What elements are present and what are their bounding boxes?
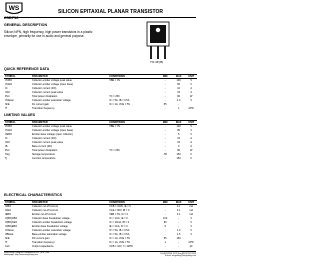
table-cell: ICBO bbox=[5, 205, 12, 209]
footer-contact: Tel:(852)2341 9276 Fax:(852)2797 8153 bbox=[160, 252, 196, 255]
table-cell: 160 bbox=[176, 237, 181, 240]
table-cell: A bbox=[190, 91, 193, 94]
table-cell: Cob bbox=[5, 245, 10, 248]
table-cell: 3 bbox=[177, 145, 180, 148]
table-cell: VCBO bbox=[5, 79, 13, 83]
table-cell: ICM bbox=[5, 91, 10, 94]
table-cell: Collector-emitter breakdown voltage bbox=[32, 221, 73, 224]
table-cell: ICEO bbox=[5, 209, 12, 212]
table-cell: VEB = 5V, IC = 0 bbox=[109, 213, 129, 216]
limiting-values-table bbox=[4, 120, 197, 161]
table-cell: VCB = 10V, f = 1MHz bbox=[109, 245, 133, 248]
electrical-characteristics-table bbox=[4, 200, 197, 249]
electrical-characteristics-heading: ELECTRICAL CHARACTERISTICS bbox=[4, 193, 63, 197]
table-cell: IB bbox=[5, 145, 8, 148]
table-cell: - bbox=[164, 83, 166, 86]
table-cell: V(BR)CBO bbox=[5, 217, 18, 220]
table-cell: A bbox=[190, 141, 193, 144]
package-drawing bbox=[131, 20, 183, 62]
table-cell: IC bbox=[5, 87, 8, 90]
column-header: SYMBOL bbox=[4, 75, 31, 79]
table-cell: V bbox=[190, 233, 193, 236]
table-cell: V bbox=[190, 99, 193, 102]
footer-address: Homepage: http://www.wingshing.com bbox=[4, 254, 38, 257]
package-label: TO-3P(I5) bbox=[150, 60, 164, 64]
table-cell: V bbox=[190, 133, 193, 136]
table-cell: 80 bbox=[177, 95, 181, 98]
table-cell: - bbox=[178, 241, 180, 244]
header-divider bbox=[4, 17, 196, 18]
table-cell: - bbox=[164, 149, 166, 152]
table-cell: VEBO bbox=[5, 133, 12, 136]
table-cell: Output capacitance bbox=[32, 245, 54, 248]
column-header: CONDITIONS bbox=[108, 201, 158, 205]
general-description-heading: GENERAL DESCRIPTION bbox=[4, 23, 48, 27]
table-cell: 55 bbox=[163, 237, 167, 240]
table-cell: - bbox=[164, 91, 166, 94]
table-cell: 100 bbox=[163, 217, 168, 220]
table-cell: - bbox=[164, 137, 166, 140]
table-cell: pF bbox=[189, 245, 193, 248]
table-cell: C bbox=[190, 153, 193, 156]
column-header: MAX bbox=[172, 121, 186, 125]
table-cell: A bbox=[190, 145, 193, 148]
table-cell: - bbox=[164, 129, 166, 132]
table-cell: VCEsat bbox=[5, 99, 14, 102]
table-cell: VCEsat bbox=[5, 229, 14, 232]
table-cell: V bbox=[190, 225, 193, 228]
table-cell: Emitter-base voltage (open collector) bbox=[32, 133, 73, 136]
table-cell: IC = 10mA, IB = 0 bbox=[109, 221, 130, 224]
table-cell: A bbox=[190, 137, 193, 140]
table-cell: VCEO bbox=[5, 83, 13, 86]
table-cell: VCE = 80V, IB = 0 bbox=[109, 209, 130, 212]
table-cell: Emitter-base breakdown voltage bbox=[32, 225, 68, 228]
table-cell: - bbox=[178, 225, 180, 228]
table-cell: - bbox=[164, 213, 166, 216]
table-cell: 0.1 bbox=[176, 205, 181, 209]
column-header: SYMBOL bbox=[4, 201, 31, 205]
table-cell: mA bbox=[189, 209, 194, 212]
table-cell: - bbox=[164, 229, 166, 232]
limiting-values-heading: LIMITING VALUES bbox=[4, 113, 36, 117]
table-cell: TC = 25C bbox=[109, 95, 120, 98]
table-cell: 100 bbox=[176, 125, 181, 129]
table-cell: Collector-emitter saturation voltage bbox=[32, 99, 71, 102]
table-cell: VBEsat bbox=[5, 233, 14, 236]
table-cell: IC = 1mA, IE = 0 bbox=[109, 217, 128, 220]
table-cell: Junction temperature bbox=[32, 157, 56, 160]
table-cell: mA bbox=[189, 205, 194, 209]
company-logo bbox=[4, 2, 24, 15]
table-cell: Total power dissipation bbox=[32, 95, 58, 98]
table-cell: Collector-emitter voltage peak value bbox=[32, 125, 72, 129]
table-cell: 15 bbox=[177, 91, 181, 94]
table-cell: Collector-emitter saturation voltage bbox=[32, 229, 71, 232]
table-cell: 5 bbox=[177, 133, 180, 136]
table-cell: 100 bbox=[176, 79, 181, 83]
footer-company: Wing Shing Computer Components Co., (H.K.) Ltd. bbox=[4, 252, 50, 254]
table-cell: V bbox=[190, 79, 193, 83]
column-header: CONDITIONS bbox=[108, 75, 158, 79]
table-cell: 10 bbox=[177, 137, 181, 140]
table-cell: - bbox=[178, 221, 180, 224]
table-cell: VBE = 0V bbox=[109, 125, 121, 129]
table-cell: VBE = 0V bbox=[109, 79, 121, 83]
table-cell: V bbox=[190, 217, 193, 220]
table-cell: Ptot bbox=[5, 149, 10, 152]
column-header: PARAMETER bbox=[31, 121, 108, 125]
table-cell: W bbox=[190, 149, 193, 152]
table-cell: Collector cut-off current bbox=[32, 205, 58, 209]
table-cell: IC bbox=[5, 137, 8, 140]
table-cell: hFE bbox=[5, 103, 10, 106]
table-cell: IC = 1A, VCE = 5V bbox=[109, 241, 131, 244]
column-header: MAX bbox=[172, 201, 186, 205]
general-description-text: Silicon NPN, high frequency, high power transistors in a plastic envelope, primarily for use in audio and general purpose. bbox=[4, 30, 93, 38]
column-header: UNIT bbox=[185, 75, 197, 79]
column-header: SYMBOL bbox=[4, 121, 31, 125]
table-cell: A bbox=[190, 87, 193, 90]
table-cell: Tstg bbox=[5, 153, 10, 156]
table-cell: Collector current peak value bbox=[32, 141, 64, 144]
table-cell: DC current gain bbox=[32, 237, 50, 240]
column-header: MAX bbox=[172, 75, 186, 79]
table-cell: 1 bbox=[164, 241, 166, 244]
table-cell: Collector current (DC) bbox=[32, 87, 57, 90]
table-cell: - bbox=[164, 205, 166, 209]
table-cell: 5 bbox=[164, 225, 166, 228]
table-cell bbox=[108, 107, 158, 111]
table-cell: - bbox=[164, 125, 166, 129]
table-cell: hFE bbox=[5, 237, 10, 240]
table-cell: V bbox=[190, 125, 193, 129]
table-cell: IEBO bbox=[5, 213, 11, 216]
table-cell: - bbox=[164, 233, 166, 236]
column-header: UNIT bbox=[185, 121, 197, 125]
table-cell: V bbox=[190, 229, 193, 232]
column-header: CONDITIONS bbox=[108, 121, 158, 125]
table-cell: IC = 5A, IB = 0.5A bbox=[109, 229, 130, 232]
table-cell: C bbox=[190, 157, 193, 160]
column-header: PARAMETER bbox=[31, 201, 108, 205]
table-cell: Collector-base breakdown voltage bbox=[32, 217, 70, 220]
table-cell: W bbox=[190, 95, 193, 98]
table-cell: IC = 5A, IB = 0.5A bbox=[109, 233, 130, 236]
table-cell: VCEO bbox=[5, 129, 13, 132]
table-cell: V bbox=[190, 221, 193, 224]
table-cell: Collector-emitter voltage (open base) bbox=[32, 129, 74, 132]
table-cell: - bbox=[178, 103, 180, 106]
table-cell: V(BR)CEO bbox=[5, 221, 18, 224]
table-cell: 55 bbox=[163, 103, 167, 106]
footer bbox=[4, 251, 196, 257]
table-cell: IC = 1A, VCE = 5V bbox=[109, 103, 131, 106]
table-cell: 10 bbox=[177, 87, 181, 90]
table-cell: Emitter cut-off current bbox=[32, 213, 57, 216]
table-cell: Transition frequency bbox=[32, 107, 55, 110]
table-cell: - bbox=[164, 209, 166, 212]
column-header: MIN bbox=[158, 75, 172, 79]
document-title: SILICON EPITAXIAL PLANAR TRANSISTOR bbox=[58, 9, 164, 15]
table-cell: 15 bbox=[177, 141, 181, 144]
table-cell: IC = 1A, VCE = 5V bbox=[109, 237, 131, 240]
table-cell: 1 bbox=[177, 107, 180, 110]
table-cell: - bbox=[178, 217, 180, 220]
table-cell: fT bbox=[5, 241, 8, 244]
table-cell: Collector current peak value bbox=[32, 91, 64, 94]
table-cell: TC = 25C bbox=[109, 149, 120, 152]
table-cell: IE = 1mA, IC = 0 bbox=[109, 225, 128, 228]
table-cell: 0.1 bbox=[176, 213, 181, 216]
table-cell: Tj bbox=[5, 157, 8, 160]
table-cell: 150 bbox=[176, 153, 181, 156]
column-header: MIN bbox=[158, 121, 172, 125]
column-header: UNIT bbox=[185, 201, 197, 205]
quick-reference-table bbox=[4, 74, 197, 111]
table-cell: -55 bbox=[163, 153, 167, 156]
table-row bbox=[4, 245, 197, 249]
table-cell: 0.1 bbox=[176, 209, 181, 212]
table-cell: - bbox=[164, 95, 166, 98]
table-cell: V bbox=[190, 129, 193, 132]
table-cell: - bbox=[164, 107, 166, 110]
table-cell: Transition frequency bbox=[32, 241, 55, 244]
table-cell: Collector cut-off current bbox=[32, 209, 58, 212]
table-cell: VCB = 100V, IE = 0 bbox=[109, 205, 131, 209]
table-cell: ICM bbox=[5, 141, 10, 144]
column-header: MIN bbox=[158, 201, 172, 205]
table-cell: fT bbox=[5, 107, 8, 110]
table-cell: 150 bbox=[176, 157, 181, 160]
table-cell: Collector-emitter voltage peak value bbox=[32, 79, 72, 83]
table-cell: 80 bbox=[163, 221, 167, 224]
column-header: PARAMETER bbox=[31, 75, 108, 79]
table-cell: Dc current gain bbox=[32, 103, 49, 106]
table-cell: Total power dissipation bbox=[32, 149, 58, 152]
table-cell: 1.0 bbox=[176, 229, 181, 232]
table-cell: Base current (DC) bbox=[32, 145, 53, 148]
table-cell: 1.0 bbox=[176, 99, 181, 102]
table-cell: - bbox=[164, 133, 166, 136]
table-cell: V bbox=[190, 83, 193, 86]
table-cell: - bbox=[164, 157, 166, 160]
table-row bbox=[4, 157, 197, 161]
table-cell: MHz bbox=[188, 241, 194, 244]
table-cell: - bbox=[164, 79, 166, 83]
table-cell: mA bbox=[189, 213, 194, 216]
table-cell: 80 bbox=[177, 149, 181, 152]
table-cell: Ptot bbox=[5, 95, 10, 98]
footer-email: E-mail: wingshing@wingshing.com bbox=[165, 255, 196, 257]
table-cell: - bbox=[164, 99, 166, 102]
table-cell: Storage temperature bbox=[32, 153, 55, 156]
table-cell: 1.5 bbox=[176, 233, 181, 236]
table-cell: V(BR)EBO bbox=[5, 225, 18, 228]
table-cell: - bbox=[178, 245, 180, 248]
table-cell: VCBO bbox=[5, 125, 13, 129]
table-cell bbox=[108, 157, 158, 161]
quick-reference-heading: QUICK REFERENCE DATA bbox=[4, 67, 50, 71]
logo-text: WS bbox=[8, 5, 20, 12]
table-cell: IC = 5A, IB = 0.5A bbox=[109, 99, 130, 102]
table-cell: - bbox=[164, 87, 166, 90]
table-cell: 80 bbox=[177, 83, 181, 86]
table-cell: - bbox=[164, 145, 166, 148]
table-row bbox=[4, 107, 197, 111]
table-cell: Collector current (DC) bbox=[32, 137, 57, 140]
table-cell: Collector-emitter voltage (open base) bbox=[32, 83, 74, 86]
table-cell: MHz bbox=[188, 107, 194, 110]
table-cell: 80 bbox=[177, 129, 181, 132]
table-cell: - bbox=[164, 245, 166, 248]
table-cell: - bbox=[164, 141, 166, 144]
table-cell: Base-emitter saturation voltage bbox=[32, 233, 67, 236]
